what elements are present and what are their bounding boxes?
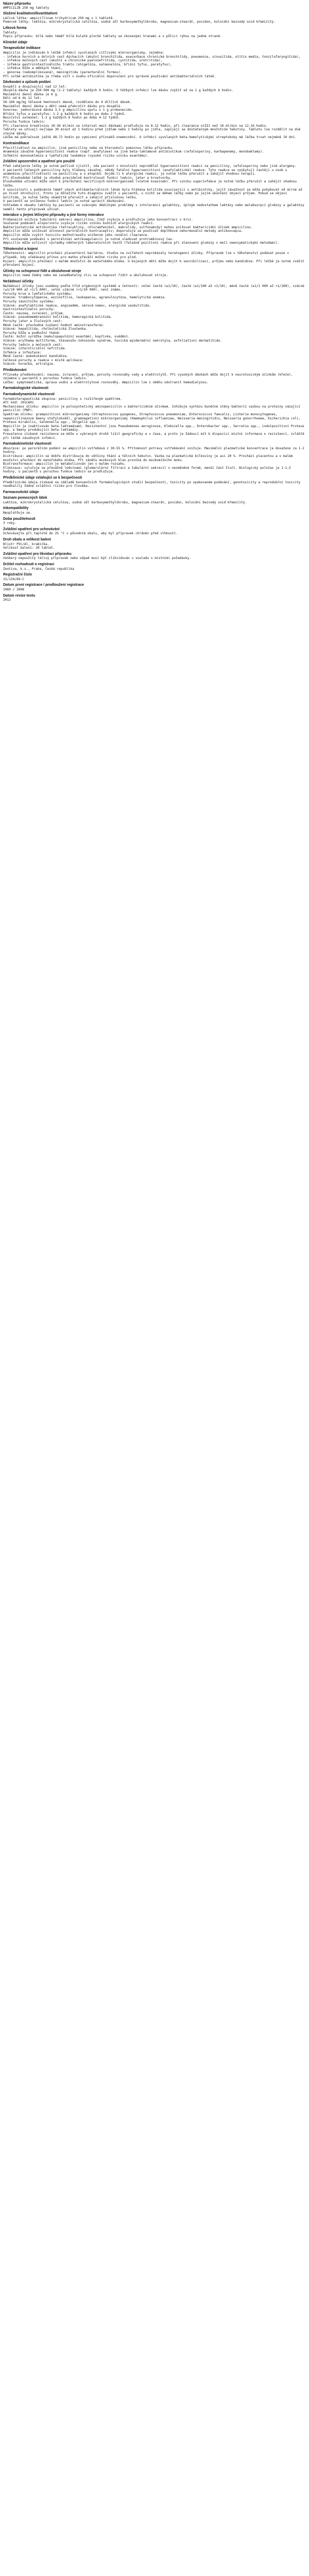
section-line: - infekce kůže a měkkých tkání, (3, 66, 63, 71)
section-line: Vzácné: intersticiální nefritida. (3, 347, 66, 351)
section-line: 3 roky. (3, 521, 17, 526)
section-line: Biotransformace: ampicilin je metabolizován jen v malém rozsahu. (3, 462, 126, 466)
section-heading: Klinické údaje (3, 40, 28, 44)
section-line: Spektrum účinku: grampozitivní mikroorganismy (Streptococcus pyogenes, Streptococcus pneumoniae, Enterococcus faecalis, Listeria monocytogenes, nepenicilinázové kmeny stafylokoků), gramnegativní mikroorganismy (Haemophilus influenzae, Neisseria meningitidis, Neisseria gonorrhoeae, Escherichia coli, Proteus mirabilis, Salmonella spp., Shigella spp.). (3, 413, 303, 425)
section (3, 538, 306, 550)
section-line: Distribuce: ampicilin se dobře distribuuje do většiny tkání a tělních tekutin. Vazba na plazmatické bílkoviny je asi 20 %. Prochází placentou a v malém množství přechází do mateřského mléka. Při zánětu mozkových blan proniká do mozkomíšního moku. (3, 454, 295, 462)
section-heading: Předklinické údaje vztahující se k bezpečnosti (3, 476, 82, 480)
section-line: Poruchy krve a lymfatického systému: (3, 292, 73, 296)
section-heading: Inkompatibility (3, 506, 29, 511)
section-heading: Farmakokinetické vlastnosti (3, 442, 52, 446)
section-line: Vzácné: horečka, artralgie. (3, 362, 55, 366)
section-line: Ampicilin může ovlivnit výsledky některých laboratorních testů (falešně pozitivní reakce při stanovení glukózy v moči neenzymatickými metodami). (3, 241, 280, 245)
section-line: Léčba má pokračovat ještě 48-72 hodin po vymizení příznaků onemocnění. U infekcí vyvolaných beta-hemolytickými streptokoky má léčba trvat nejméně 10 dní. (3, 135, 297, 140)
section-heading: Kontraindikace (3, 142, 29, 145)
section-line: Velikost balení: 20 tablet. (3, 546, 55, 550)
section (3, 280, 306, 366)
section (3, 160, 306, 211)
section-line: Dospělí a dospívající nad 12 let: (3, 84, 66, 89)
section-line: Vzácné: erythema multiforme, Stevensův-Johnsonův syndrom, toxická epidermální nekrolýza, exfoliativní dermatitida. (3, 338, 222, 343)
section (3, 476, 306, 488)
section-heading: Účinky na schopnost řídit a obsluhovat stroje (3, 269, 81, 273)
section-line: 2012 (3, 598, 11, 602)
section-line: Vzácné: anafylaktické reakce, angioedém, sérová nemoc, alergická vaskulitida. (3, 303, 151, 308)
section-line: Mechanismus účinku: ampicilin je polosyntetický aminopenicilin s baktericidním účinkem. Inhibuje syntézu buněčné stěny bakterií vazbou na proteiny vázající penicilin (PBP). (3, 404, 303, 413)
section-line: Ampicilin může zvýšit toxicitu methotrexátu snížením jeho renální clearance. (3, 233, 149, 238)
section-line: Uchovávejte při teplotě do 25 °C v původním obalu, aby byl přípravek chráněn před vlhkostí. (3, 532, 178, 536)
section-line: Léčivá látka: ampicillinum trihydricum 250 mg v 1 tabletě. (3, 16, 115, 20)
section-heading: Datum revize textu (3, 594, 36, 598)
section-line: Přecitlivělost na ampicilin, jiné peniciliny nebo na kteroukoli pomocnou látku přípravku. (3, 146, 174, 150)
section-line: Současné podávání alopurinolu zvyšuje riziko vzniku kožních alergických reakcí. (3, 222, 155, 226)
section-line: Méně časté: přechodné zvýšení hodnot aminotransferáz. (3, 323, 105, 327)
section-line: Blistr PVC/Al, krabička. (3, 542, 49, 546)
section-line: Nosičství salmonel: 1-2 g každých 6 hodin po dobu 4-12 týdnů. (3, 116, 121, 120)
section-line: - infekce horních a dolních cest dýchacích (akutní bronchitida, exacerbace chronické bronchitidy, pneumonie, sinusitida, otitis media, tonzilofaryngitida), (3, 55, 301, 59)
section-line: Zentiva, k.s., Praha, Česká republika (3, 567, 74, 571)
section-line: Gonorea: jednorázová dávka 3,5 g ampicilinu spolu s 1 g probenecidu. (3, 108, 134, 112)
section (3, 563, 306, 571)
section-line: Veškerý nepoužitý léčivý přípravek nebo odpad musí být zlikvidován v souladu s místními požadavky. (3, 556, 192, 561)
section-line: Obvyklá dávka je 250-500 mg (1-2 tablety) každých 6 hodin. U těžkých infekcí lze dávku zvýšit až na 1 g každých 6 hodin. (3, 89, 234, 93)
section-line: 15/134/69-C (3, 577, 24, 581)
section-line: Břišní tyfus a paratyfus: 1-2 g každých 6 hodin po dobu 2 týdnů. (3, 112, 126, 116)
section-line: Při současném podávání s perorálními antikoagulancii je nutné sledovat protrombinový čas. (3, 237, 174, 241)
section-line: U pacientů léčených peniciliny byly hlášeny závažné, někdy fatální hypersenzitivní (anafylaktické) reakce. Tyto reakce se vyskytují častěji u osob s anamnézou přecitlivělosti na peniciliny a u atopiků. Dojde-li k alergické reakci, je nutné léčbu přerušit a zahájit vhodnou terapii. (3, 168, 289, 176)
section-line: Nežádoucí účinky jsou uvedeny podle tříd orgánových systémů a četnosti: velmi časté (≥1/10), časté (≥1/100 až <1/10), méně časté (≥1/1 000 až <1/100), vzácné (≥1/10 000 až <1/1 000), velmi vzácné (<1/10 000), není známo. (3, 284, 306, 292)
section-heading: Zvláštní opatření pro likvidaci přípravku (3, 552, 72, 556)
section-heading: Nežádoucí účinky (3, 280, 34, 283)
section-line: ATC kód: J01CA01 (3, 401, 34, 405)
section-line: Farmakoterapeutická skupina: peniciliny s rozšířeným spektrem. (3, 397, 122, 401)
section-line: Vzácné: trombocytopenie, eozinofilie, leukopenie, agranulocytóza, hemolytická anémie. (3, 296, 166, 300)
section-heading: Farmakologické vlastnosti (3, 386, 48, 391)
section-line: Děti od 6 do 12 let: (3, 96, 42, 100)
section-heading: Léková forma (3, 26, 27, 30)
section-line: Celkové poruchy a reakce v místě aplikace: (3, 358, 84, 362)
section-heading: Interakce s jinými léčivými přípravky a jiné formy interakce (3, 213, 104, 217)
section-line: - infekce gastrointestinálního traktu (shigelóza, salmonelóza, břišní tyfus, paratyfus), (3, 62, 172, 66)
section-line: Vzácné: pseudomembranózní kolitida, hemoragická kolitida. (3, 315, 113, 319)
product-name: AMPICILIN 250 mg tablety (3, 6, 49, 10)
section (3, 552, 306, 561)
section-heading: Zvláštní opatření pro uchovávání (3, 527, 60, 531)
document (0, 0, 309, 602)
section-heading: Druh obalu a velikost balení (3, 538, 51, 542)
section-line: Anamnéza závažné hypersenzitivní reakce (např. anafylaxe) na jiné beta-laktamové antibiotikum (cefalosporiny, karbapenemy, monobaktamy). (3, 150, 264, 154)
section (3, 490, 306, 495)
section-line: Laktóza, mikrokrystalická celulóza, sodná sůl karboxymethylškrobu, magnesium-stearát, povidon, koloidní bezvodý oxid křemičitý. (3, 500, 247, 504)
section-line: Těhotenství: ampicilin prochází placentární bariérou. Studie na zvířatech neprokázaly teratogenní účinky. Přípravek lze v těhotenství podávat pouze v případě, kdy očekávaný přínos pro matku převáží možné riziko pro plod. (3, 251, 291, 260)
section-line: Poruchy imunitního systému: (3, 299, 55, 303)
section-line: Prevalence získané rezistence se může u vybraných druhů lišit geograficky a v čase, a proto je žádoucí mít k dispozici místní informace o rezistenci, zvláště při léčbě závažných infekcí. (3, 432, 306, 440)
section (3, 393, 306, 440)
section-heading: Registrační číslo (3, 573, 32, 577)
section-line: Ampicilin je indikován k léčbě infekcí vyvolaných citlivými mikroorganismy, zejména: (3, 50, 164, 55)
section-heading: Složení kvalitativní/kvantitativní (3, 12, 58, 16)
section-heading: Farmakodynamické vlastnosti (3, 393, 55, 397)
section (3, 442, 306, 474)
section-heading: Datum první registrace / prodloužení registrace (3, 583, 84, 587)
section-line: Eliminace: vylučuje se převážně ledvinami (glomerulární filtrací a tubulární sekrecí) v nezměněné formě, menší část žlučí. Biologický poločas je 1-1,5 hodiny, u pacientů s poruchou funkce ledvin se prodlužuje. (3, 466, 293, 474)
section-line: Ampicilin může snižovat účinnost perorálních kontraceptiv; doporučuje se používat doplňkové nehormonální metody antikoncepce. (3, 229, 243, 233)
section-line: - infekce močových cest (akutní a chronické pyelonefritida, cystitida, uretritida), (3, 59, 163, 63)
section (3, 583, 306, 591)
section-line: Příznaky předávkování: nauzea, zvracení, průjem, poruchy rovnováhy vody a elektrolytů. Při vysokých dávkách může dojít k neurotoxickým účinkům (křeče), zejména u pacientů s poruchou funkce ledvin. (3, 372, 295, 381)
section-line: Tablety se užívají nejlépe 30 minut až 1 hodinu před jídlem nebo 2 hodiny po jídle, zapíjejí se dostatečným množstvím tekutiny. Tabletu lze rozdělit na dvě stejné dávky. (3, 128, 303, 135)
section-line: U pacientů se sníženou funkcí ledvin je nutné upravit dávkování. (3, 199, 126, 204)
section-line: Absorpce: po perorálním podání se ampicilin vstřebává z 30-55 %. Přítomnost potravy vstřebávání snižuje. Maximální plazmatické koncentrace je dosaženo za 1-2 hodiny. (3, 446, 306, 454)
section-line: Časté: kožní vyrážka (makulopapulózní exantém), kopřivka, svědění. (3, 335, 130, 339)
section-line: Při volbě antibiotika je třeba vzít v úvahu oficiální doporučení pro správné používání antibakteriálních látek. (3, 74, 216, 78)
section-line: 50-100 mg/kg tělesné hmotnosti denně, rozděleno do 4 dílčích dávek. (3, 100, 132, 105)
section (3, 573, 306, 581)
section (3, 142, 306, 158)
section-line: Popis přípravku: bílé nebo téměř bílé kulaté ploché tablety se zkosenými hranami a s půlicí rýhou na jedné straně. (3, 35, 222, 39)
section-heading: Dávkování a způsob podání (3, 80, 51, 84)
section (3, 269, 306, 278)
section (3, 528, 306, 536)
section-line: Před zahájením léčby je nutné pečlivě zjistit, zda pacient v minulosti neprodělal hypersenzitivní reakci na peniciliny, cefalosporiny nebo jiné alergeny. (3, 164, 297, 168)
section-line: Poruchy ledvin a močových cest: (3, 343, 63, 347)
section-line: 1969 / 2008 (3, 587, 24, 591)
section-heading: Doba použitelnosti (3, 517, 36, 521)
section (3, 26, 306, 39)
section-line: Méně časté: mukokutánní kandidóza. (3, 354, 68, 359)
section (3, 12, 306, 24)
section-line: - gonorea (nekomplikovaná), meningitida (parenterální formou). (3, 70, 122, 74)
section-line: Ampicilin je inaktivován beta-laktamázami. Rezistentní jsou Pseudomonas aeruginosa, Klebsiella spp., Enterobacter spp., Serratia spp., indolpozitivní Proteus spp. a kmeny produkující beta-laktamázy. (3, 424, 306, 432)
section (3, 594, 306, 602)
section-line: Vzhledem k obsahu laktózy by pacienti se vzácnými dědičnými problémy s intolerancí galaktózy, úplným nedostatkem laktázy nebo malabsorpcí glukózy a galaktózy neměli tento přípravek užívat. (3, 203, 306, 211)
section-line: Předklinické údaje získané na základě konvenčních farmakologických studií bezpečnosti, toxicity po opakovaném podávání, genotoxicity a reprodukční toxicity neodhalily žádné zvláštní riziko pro člověka. (3, 480, 303, 488)
section-line: Tablety. (3, 30, 19, 35)
section-line: Vzácné: hepatitida, cholestatická žloutenka. (3, 327, 88, 331)
section-line: Kojení: ampicilin přechází v malém množství do mateřského mléka. U kojených dětí může dojít k senzibilizaci, průjmu nebo kandidóze. Při léčbě je nutné zvážit přerušení kojení. (3, 259, 306, 267)
section-heading: Držitel rozhodnutí o registraci (3, 563, 55, 566)
section-line: Probenecid snižuje tubulární sekreci ampicilinu, čímž zvyšuje a prodlužuje jeho koncentraci v krvi. (3, 217, 193, 222)
section-line: Bakteriostatická antibiotika (tetracykliny, chloramfenikol, makrolidy, sulfonamidy) mohou snižovat baktericidní účinek ampicilinu. (3, 225, 253, 229)
section-line: Porucha funkce ledvin: (3, 120, 45, 124)
section-heading: Zvláštní upozornění a opatření pro použití (3, 160, 75, 164)
section-line: Dlouhodobé užívání může vést k přerůstání necitlivých mikroorganismů (včetně kvasinek). Při vzniku superinfekce je nutné léčbu přerušit a zahájit vhodnou léčbu. (3, 180, 299, 188)
section-heading: Těhotenství a kojení (3, 247, 38, 251)
section-line: Infekční mononukleóza a lymfatická leukémie (vysoké riziko vzniku exantému). (3, 154, 149, 158)
section-line: Při dlouhodobé léčbě je vhodné pravidelně kontrolovat funkci ledvin, jater a krvetvorby. (3, 176, 172, 180)
document-sections (3, 12, 306, 602)
section-line: Maximální denní dávka u dětí nemá překročit dávku pro dospělé. (3, 104, 122, 108)
section (3, 41, 306, 45)
section (3, 368, 306, 384)
section (3, 213, 306, 245)
section-line: Poruchy jater a žlučových cest: (3, 319, 63, 323)
section-heading: Seznam pomocných látek (3, 496, 47, 500)
section-line: Pomocné látky: laktóza, mikrokrystalická celulóza, sodná sůl karboxymethylškrobu, magnesium-stearát, povidon, koloidní bezvodý oxid křemičitý. (3, 20, 276, 24)
section-line: Časté: nauzea, zvracení, průjem. (3, 311, 65, 315)
section-line: Neuplatňuje se. (3, 511, 32, 515)
section-line: Maximální denní dávka je 6 g. (3, 92, 59, 96)
section-line: Poruchy kůže a podkožní tkáně: (3, 331, 61, 335)
section (3, 80, 306, 140)
section-line: Při clearance kreatininu 10-30 ml/min se interval mezi dávkami prodlužuje na 8-12 hodin, při clearance nižší než 10 ml/min na 12-16 hodin. (3, 124, 268, 128)
section-line: V souvislosti s podáváním téměř všech antibakteriálních látek byla hlášena kolitida související s antibiotiky, jejíž závažnost se může pohybovat od mírné až po život ohrožující. Proto je důležité tuto diagnózu zvážit u pacientů, u nichž se během léčby nebo po jejím ukončení objeví průjem. Pokud se objeví kolitida, je nutné léčbu okamžitě přerušit a zahájit příslušnou léčbu. (3, 188, 304, 199)
section-heading: Farmaceutické údaje (3, 490, 39, 494)
section (3, 517, 306, 526)
section-line: Ampicilin nemá žádný nebo má zanedbatelný vliv na schopnost řídit a obsluhovat stroje. (3, 274, 168, 278)
section-line: Gastrointestinální poruchy: (3, 308, 55, 312)
section (3, 496, 306, 504)
section (3, 46, 306, 78)
section-line: Léčba: symptomatická, úprava vodní a elektrolytové rovnováhy. Ampicilin lze z oběhu odstranit hemodialýzou. (3, 380, 209, 384)
section-heading: Předávkování (3, 368, 27, 372)
section-line: Infekce a infestace: (3, 350, 42, 354)
document-title: Název přípravku (3, 2, 31, 6)
section (3, 386, 306, 391)
section-heading: Terapeutické indikace (3, 46, 41, 50)
section (3, 247, 306, 267)
section (3, 506, 306, 515)
